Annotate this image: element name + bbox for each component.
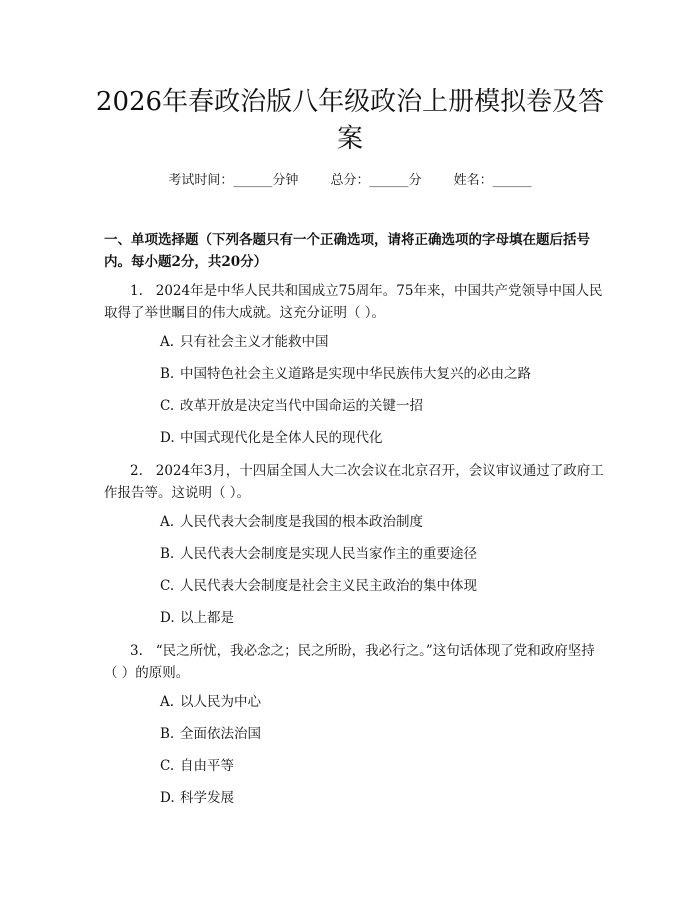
option-text: 中国式现代化是全体人民的现代化 — [180, 430, 383, 446]
question-3-option-d — [160, 788, 234, 808]
question-1-stem: 1. 2024年是中华人民共和国成立75周年。75年来，中国共产党领导中国人民取得了举世瞩目的伟大成就。这充分证明（ ）。 — [104, 283, 603, 321]
question-1-option-d — [160, 428, 383, 448]
question-1-option-c — [160, 396, 423, 416]
option-letter: C. — [160, 578, 175, 594]
option-letter: B. — [160, 366, 175, 382]
student-name-field: 姓名：______ — [453, 173, 532, 188]
question-3-option-c — [160, 756, 234, 776]
section-heading: 一、单项选择题（下列各题只有一个正确选项，请将正确选项的字母填在题后括号内。每小题2分，共20分） — [104, 232, 590, 270]
exam-time-field: 考试时间：______分钟 — [168, 173, 299, 188]
option-text: 改革开放是决定当代中国命运的关键一招 — [180, 398, 423, 414]
option-text: 科学发展 — [180, 790, 234, 806]
question-2-option-d — [160, 608, 234, 628]
question-1-option-b — [160, 364, 531, 384]
option-text: 以上都是 — [180, 610, 234, 626]
option-letter: B. — [160, 726, 175, 742]
question-2-option-a — [160, 512, 423, 532]
option-letter: A. — [160, 694, 175, 710]
option-letter: D. — [160, 430, 175, 446]
option-text: 以人民为中心 — [180, 694, 261, 710]
document-title: 2026年春政治版八年级政治上册模拟卷及答案 — [95, 87, 605, 154]
question-2-option-c — [160, 576, 477, 596]
option-text: 自由平等 — [180, 758, 234, 774]
total-score-field: 总分：______分 — [330, 173, 422, 188]
option-text: 人民代表大会制度是社会主义民主政治的集中体现 — [180, 578, 477, 594]
question-1-option-a — [160, 332, 329, 352]
option-letter: C. — [160, 758, 175, 774]
option-text: 人民代表大会制度是我国的根本政治制度 — [180, 514, 423, 530]
option-text: 人民代表大会制度是实现人民当家作主的重要途径 — [180, 546, 477, 562]
option-letter: D. — [160, 610, 175, 626]
question-2-stem: 2. 2024年3月，十四届全国人大二次会议在北京召开，会议审议通过了政府工作报告等。这说明（ ）。 — [104, 463, 604, 501]
option-letter: C. — [160, 398, 175, 414]
option-letter: B. — [160, 546, 175, 562]
option-text: 只有社会主义才能救中国 — [180, 334, 329, 350]
exam-info-line — [0, 169, 700, 188]
option-letter: A. — [160, 334, 175, 350]
option-text: 全面依法治国 — [180, 726, 261, 742]
option-letter: D. — [160, 790, 175, 806]
question-3-option-b — [160, 724, 261, 744]
option-text: 中国特色社会主义道路是实现中华民族伟大复兴的必由之路 — [180, 366, 531, 382]
question-3-stem: 3. “民之所忧，我必念之；民之所盼，我必行之。”这句话体现了党和政府坚持（ ）的原则。 — [104, 643, 595, 681]
question-3-option-a — [160, 692, 261, 712]
option-letter: A. — [160, 514, 175, 530]
question-2-option-b — [160, 544, 477, 564]
